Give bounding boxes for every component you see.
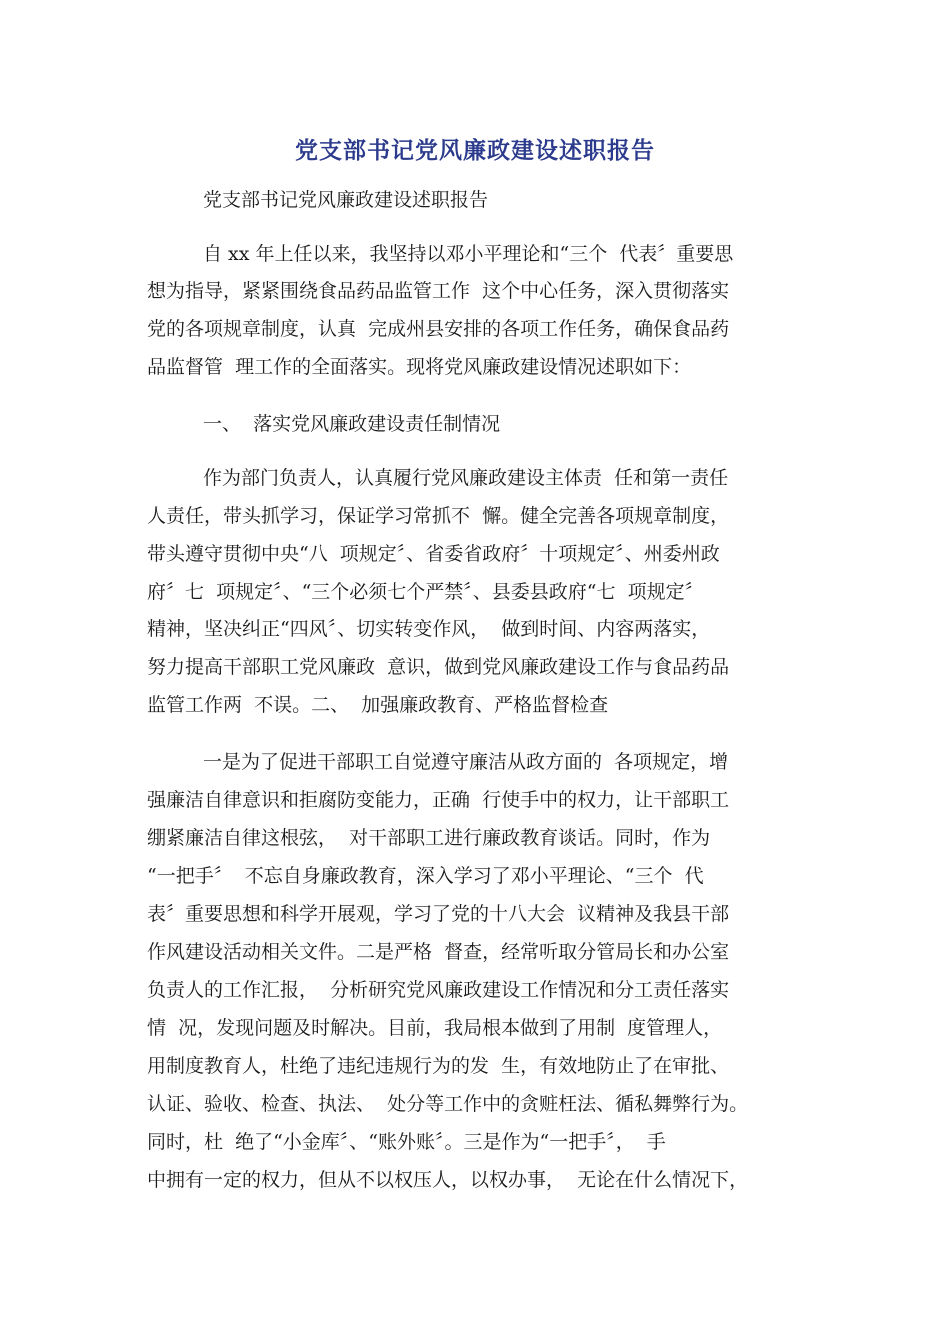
subtitle-line: 党支部书记党风廉政建设述职报告 bbox=[203, 189, 489, 211]
text-line: 党的各项规章制度，认真 完成州县安排的各项工作任务，确保食品药 bbox=[147, 318, 730, 340]
text-line: 带头遵守贯彻中央“八 项规定〞、省委省政府〞十项规定〞、州委州政 bbox=[147, 543, 720, 565]
text-line: 自 xx 年上任以来，我坚持以邓小平理论和“三个 代表〞重要思 bbox=[203, 243, 734, 265]
text-line: 表〞重要思想和科学开展观，学习了党的十八大会 议精神及我县干部 bbox=[147, 903, 730, 925]
section-heading-1: 一、 落实党风廉政建设责任制情况 bbox=[203, 413, 501, 435]
text-line: 努力提高干部职工党风廉政 意识，做到党风廉政建设工作与食品药品 bbox=[147, 656, 730, 678]
text-line: “一把手〞 不忘自身廉政教育，深入学习了邓小平理论、“三个 代 bbox=[147, 865, 704, 887]
text-line: 中拥有一定的权力，但从不以权压人，以权办事， 无论在什么情况下， bbox=[147, 1169, 749, 1191]
text-line: 精神，坚决纠正“四风〞、切实转变作风， 做到时间、内容两落实， bbox=[147, 618, 711, 640]
text-line: 绷紧廉洁自律这根弦， 对干部职工进行廉政教育谈话。同时，作为 bbox=[147, 827, 711, 849]
text-line: 认证、验收、检查、执法、 处分等工作中的贪赃枉法、循私舞弊行为。 bbox=[147, 1093, 749, 1115]
text-line: 同时，杜 绝了“小金库〞、“账外账〞。三是作为“一把手〞， 手 bbox=[147, 1131, 666, 1153]
text-line: 负责人的工作汇报， 分析研究党风廉政建设工作情况和分工责任落实 bbox=[147, 979, 730, 1001]
text-line: 品监督管 理工作的全面落实。现将党风廉政建设情况述职如下： bbox=[147, 356, 692, 378]
text-line: 用制度教育人，杜绝了违纪违规行为的发 生，有效地防止了在审批、 bbox=[147, 1055, 730, 1077]
text-line: 一是为了促进干部职工自觉遵守廉洁从政方面的 各项规定，增 bbox=[203, 751, 729, 773]
text-line: 想为指导，紧紧围绕食品药品监管工作 这个中心任务，深入贯彻落实 bbox=[147, 280, 730, 302]
text-line: 情 况，发现问题及时解决。目前，我局根本做到了用制 度管理人， bbox=[147, 1017, 723, 1039]
text-line: 监管工作两 不误。二、 加强廉政教育、严格监督检查 bbox=[147, 694, 609, 716]
document-title: 党支部书记党风廉政建设述职报告 bbox=[295, 138, 655, 164]
text-line: 人责任，带头抓学习，保证学习常抓不 懈。健全完善各项规章制度， bbox=[147, 505, 730, 527]
text-line: 强廉洁自律意识和拒腐防变能力，正确 行使手中的权力，让干部职工 bbox=[147, 789, 730, 811]
text-line: 作为部门负责人，认真履行党风廉政建设主体责 任和第一责任 bbox=[203, 467, 729, 489]
text-line: 府〞七 项规定〞、“三个必须七个严禁〞、县委县政府“七 项规定〞 bbox=[147, 581, 704, 603]
text-line: 作风建设活动相关文件。二是严格 督查，经常听取分管局长和办公室 bbox=[147, 941, 730, 963]
